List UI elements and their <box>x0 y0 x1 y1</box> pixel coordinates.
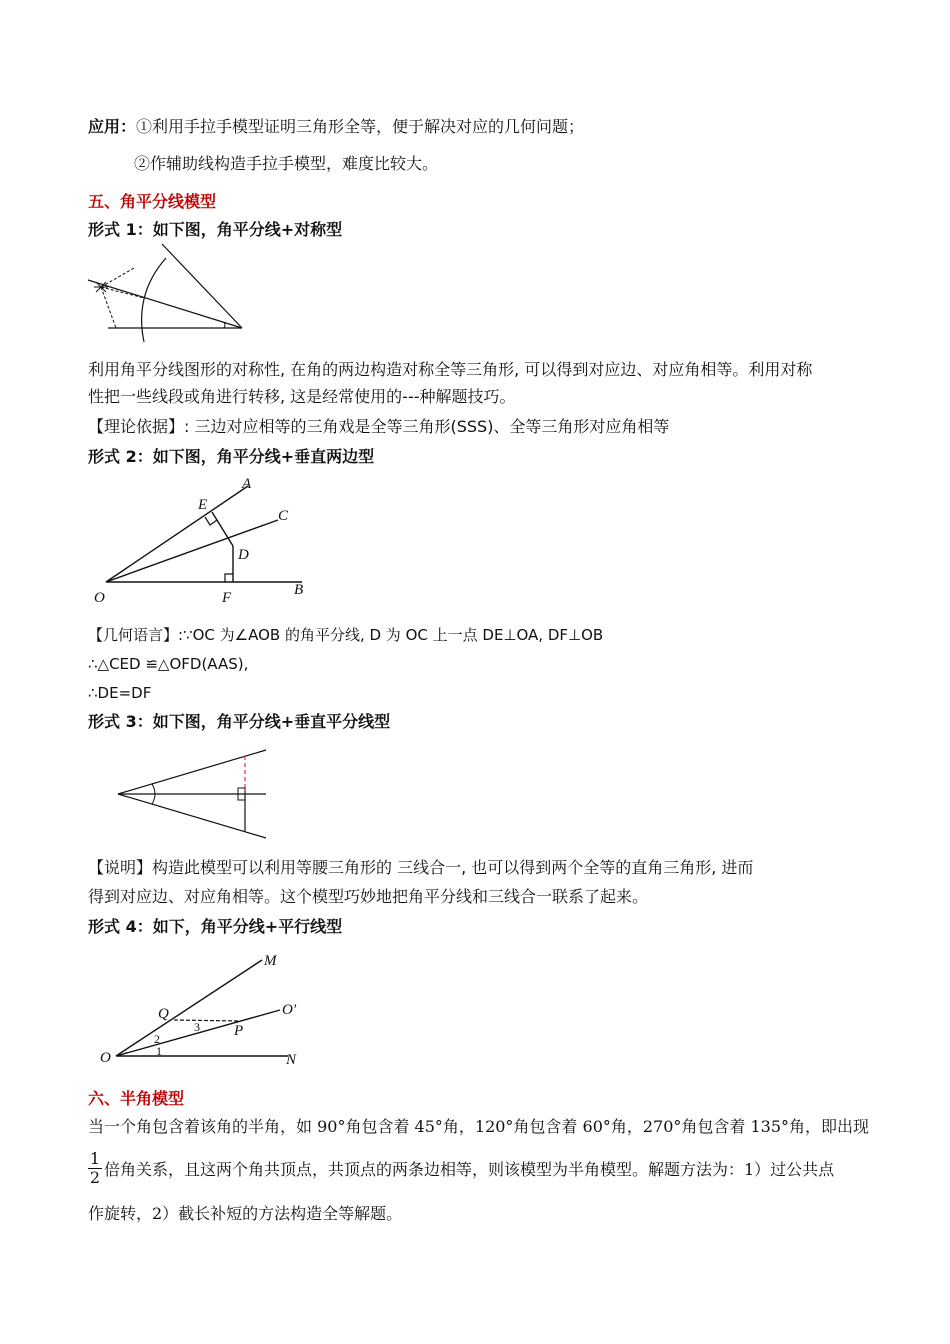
section5-title: 五、角平分线模型 <box>88 192 217 211</box>
fig4-label-O: O <box>100 1050 111 1066</box>
fig4-label-Q: Q <box>158 1006 169 1022</box>
application-label: 应用： <box>88 117 137 136</box>
fig1-dashed-3 <box>101 287 116 328</box>
fig2-ray-OA <box>106 486 248 582</box>
fig2-label-A: A <box>242 476 252 492</box>
fig2-label-O: O <box>94 590 105 606</box>
fig4-label-P: P <box>234 1023 244 1039</box>
form1-theory: 【理论依据】: 三边对应相等的三角戏是全等三角形(SSS)、全等三角形对应角相等 <box>88 417 670 436</box>
fig4-label-N: N <box>286 1052 297 1068</box>
fig4-dashed-QP <box>174 1020 240 1021</box>
fig2-label-B: B <box>294 582 304 598</box>
fig1-dashed-1 <box>101 287 144 298</box>
section6-line-2: 倍角关系，且这两个角共顶点，共顶点的两条边相等，则该模型为半角模型。解题方法为：1）过公共点 <box>104 1160 835 1179</box>
form1-text-1: 利用角平分线图形的对称性, 在角的两边构造对称全等三角形, 可以得到对应边、对应角相等。利用对称 <box>88 360 813 379</box>
section6-title: 六、半角模型 <box>88 1089 185 1108</box>
fig2-right-angle-F <box>225 574 233 582</box>
figure-form4-parallel <box>98 948 318 1073</box>
form4-title: 形式 4：如下，角平分线+平行线型 <box>88 917 343 936</box>
form2-title: 形式 2：如下图，角平分线+垂直两边型 <box>88 447 375 466</box>
fig3-lower-ray <box>118 794 266 838</box>
fig4-label-M: M <box>264 953 277 969</box>
form3-note-1: 【说明】构造此模型可以利用等腰三角形的 三线合一, 也可以得到两个全等的直角三角形, 进而 <box>88 858 754 877</box>
fig1-angle-arc <box>224 322 225 328</box>
fraction-denominator: 2 <box>89 1168 101 1187</box>
fig2-label-D: D <box>238 547 249 563</box>
fig3-upper-ray <box>118 750 266 794</box>
form1-title: 形式 1：如下图，角平分线+对称型 <box>88 220 343 239</box>
application-line-1 <box>88 116 584 138</box>
fraction-one-half <box>88 1150 102 1187</box>
figure-form2-perpendicular <box>86 476 326 611</box>
form2-geometry-line-1: 【几何语言】:∵OC 为∠AOB 的角平分线, D 为 OC 上一点 DE⊥OA, DF⊥OB <box>88 626 604 644</box>
form2-geometry-line-3: ∴DE=DF <box>88 684 152 702</box>
fig4-ray-OM <box>116 960 262 1056</box>
section6-line-1: 当一个角包含着该角的半角，如 90°角包含着 45°角，120°角包含着 60°角，270°角包含着 135°角，即出现 <box>88 1117 870 1136</box>
form3-note-2: 得到对应边、对应角相等。这个模型巧妙地把角平分线和三线合一联系了起来。 <box>88 887 649 906</box>
fig4-label-O-prime: O' <box>282 1002 297 1018</box>
fig2-label-E: E <box>198 497 208 513</box>
form1-text-2: 性把一些线段或角进行转移, 这是经常使用的---种解题技巧。 <box>88 387 516 406</box>
fraction-numerator: 1 <box>89 1149 101 1168</box>
fig4-angle-2: 2 <box>154 1032 160 1046</box>
figure-form1-symmetric <box>86 244 256 344</box>
fig2-label-F: F <box>222 590 232 606</box>
figure-form3-perp-bisector <box>114 746 274 846</box>
fig4-angle-1: 1 <box>156 1044 162 1058</box>
fig1-dashed-2 <box>101 268 134 287</box>
form2-geometry-line-2: ∴△CED ≌△OFD(AAS), <box>88 655 249 673</box>
fig2-label-C: C <box>278 508 289 524</box>
application-item-2: ②作辅助线构造手拉手模型，难度比较大。 <box>134 154 439 173</box>
fig2-segment-DE <box>212 512 233 546</box>
section6-line-3: 作旋转，2）截长补短的方法构造全等解题。 <box>88 1204 403 1223</box>
form3-title: 形式 3：如下图，角平分线+垂直平分线型 <box>88 712 391 731</box>
application-item-1: ①利用手拉手模型证明三角形全等，便于解决对应的几何问题； <box>136 117 585 136</box>
fig2-ray-OC <box>106 520 278 582</box>
fig4-angle-3: 3 <box>194 1020 200 1034</box>
